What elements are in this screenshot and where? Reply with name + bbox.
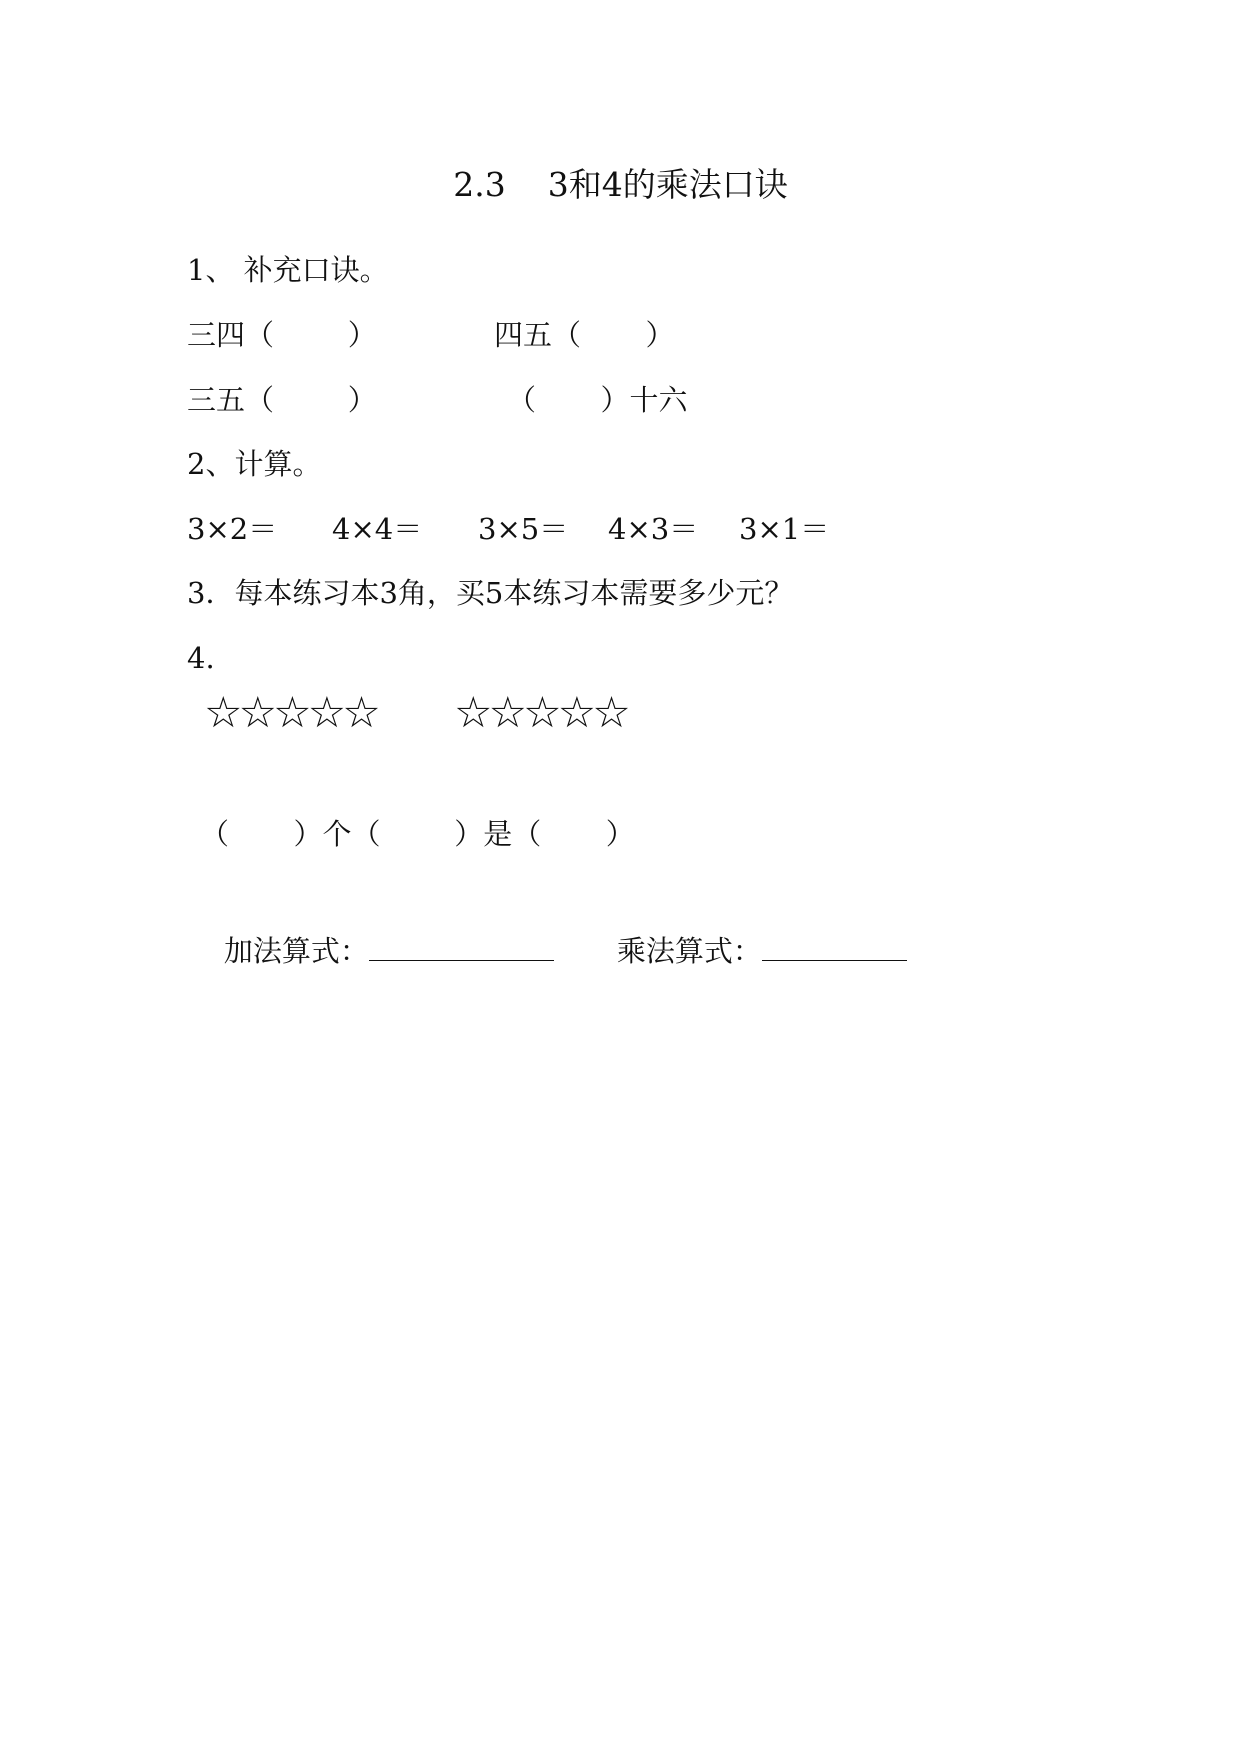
addition-answer-blank[interactable] [369, 934, 554, 961]
q1-row1-right: 四五（ ） [494, 318, 675, 352]
q2-item: 4×4＝ [332, 512, 423, 546]
multiplication-formula-row [580, 897, 907, 1005]
q4-label: 4. [187, 641, 215, 675]
q1-row2-left: 三五（ ） [187, 383, 377, 417]
q1-row1-left: 三四（ ） [187, 318, 377, 352]
addition-formula-label: 加法算式： [223, 934, 369, 968]
q2-item: 3×1＝ [739, 512, 830, 546]
q2-heading: 2、计算。 [187, 447, 322, 481]
addition-formula-row [187, 897, 554, 1005]
q1-heading: 1、 补充口诀。 [187, 253, 389, 287]
q2-item: 3×2＝ [187, 512, 278, 546]
q4-fill-line: （ ）个（ ）是（ ） [200, 817, 635, 851]
q2-item: 3×5＝ [478, 512, 569, 546]
star-icon-group-1: ☆☆☆☆☆ [204, 688, 377, 738]
q1-row2-right: （ ）十六 [507, 383, 688, 417]
multiplication-answer-blank[interactable] [762, 934, 907, 961]
multiplication-formula-label: 乘法算式： [616, 934, 762, 968]
q2-item: 4×3＝ [608, 512, 699, 546]
page-title: 2.3 3和4的乘法口诀 [453, 165, 788, 204]
q3-text: 3．每本练习本3角，买5本练习本需要多少元？ [187, 576, 794, 610]
star-icon-group-2: ☆☆☆☆☆ [454, 688, 627, 738]
